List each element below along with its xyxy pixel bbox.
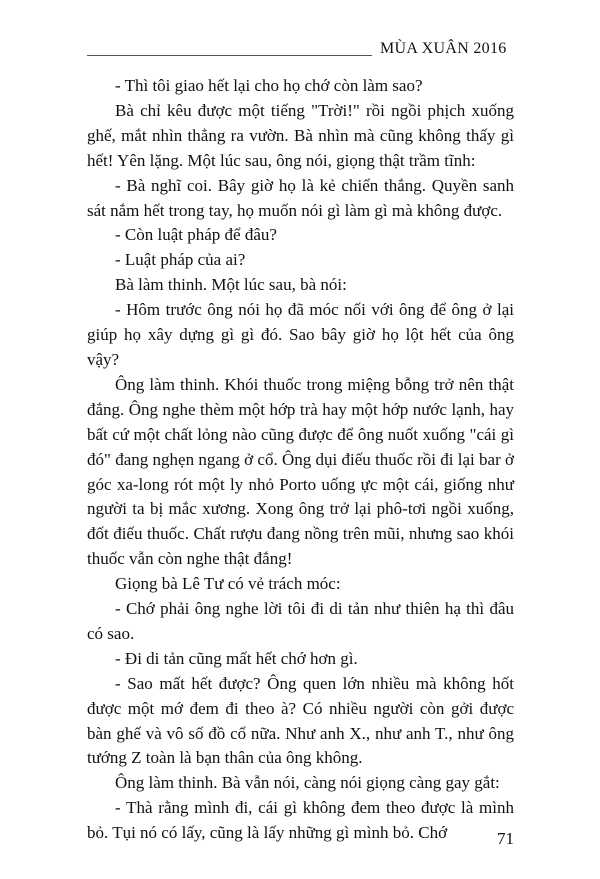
paragraph: - Thà rằng mình đi, cái gì không đem theo được là mình bỏ. Tụi nó có lấy, cũng là lấy những gì mình bỏ. Chớ [87, 798, 514, 843]
paragraph: - Sao mất hết được? Ông quen lớn nhiều mà không hốt được một mớ đem đi theo à? Có nhiều người còn gởi được bàn ghế và vô số đồ cổ nữa. Như anh X., như anh T., như ông tướng Z toàn là bạn thân của ông không. [87, 673, 514, 768]
paragraph: - Bà nghĩ coi. Bây giờ họ là kẻ chiến thắng. Quyền sanh sát nắm hết trong tay, họ muốn nói gì làm gì mà không được. [87, 175, 514, 220]
paragraph: Ông làm thinh. Bà vẫn nói, càng nói giọng càng gay gắt: [115, 773, 500, 793]
header-rule [87, 55, 372, 56]
page-number: 71 [497, 829, 514, 848]
paragraph: - Đi di tản cũng mất hết chớ hơn gì. [115, 648, 358, 668]
paragraph: Bà làm thinh. Một lúc sau, bà nói: [115, 275, 347, 295]
paragraph: - Hôm trước ông nói họ đã móc nối với ông để ông ở lại giúp họ xây dựng gì gì đó. Sao bây giờ họ lột hết của ông vậy? [87, 300, 514, 369]
paragraph: Giọng bà Lê Tư có vẻ trách móc: [115, 574, 341, 594]
paragraph: - Chớ phải ông nghe lời tôi đi di tản như thiên hạ thì đâu có sao. [87, 599, 514, 643]
paragraph: - Luật pháp của ai? [115, 250, 246, 270]
body-text [87, 74, 514, 846]
running-title: MÙA XUÂN 2016 [380, 40, 507, 57]
paragraph: Ông làm thinh. Khói thuốc trong miệng bỗng trở nên thật đắng. Ông nghe thèm một hớp trà hay một hớp nước lạnh, hay bất cứ một chất lỏng nào cũng được để ông nuốt xuống "cái gì đó" đang nghẹn ngang ở cổ. Ông dụi điếu thuốc rồi đi lại bar ở góc xa-long rót một ly nhỏ Porto uống ực một cái, giống như người ta bị mắc xương. Xong ông trở lại phô-tơi ngồi xuống, đốt điếu thuốc. Chất rượu đang nồng trên mũi, nhưng sao khói thuốc vẫn còn nghe thật đắng! [87, 374, 514, 569]
paragraph: Bà chỉ kêu được một tiếng "Trời!" rồi ngồi phịch xuống ghế, mắt nhìn thẳng ra vườn. Bà nhìn mà cũng không thấy gì hết! Yên lặng. Một lúc sau, ông nói, giọng thật trầm tĩnh: [87, 100, 514, 170]
paragraph: - Thì tôi giao hết lại cho họ chớ còn làm sao? [115, 76, 423, 95]
paragraph: - Còn luật pháp để đâu? [115, 225, 277, 245]
